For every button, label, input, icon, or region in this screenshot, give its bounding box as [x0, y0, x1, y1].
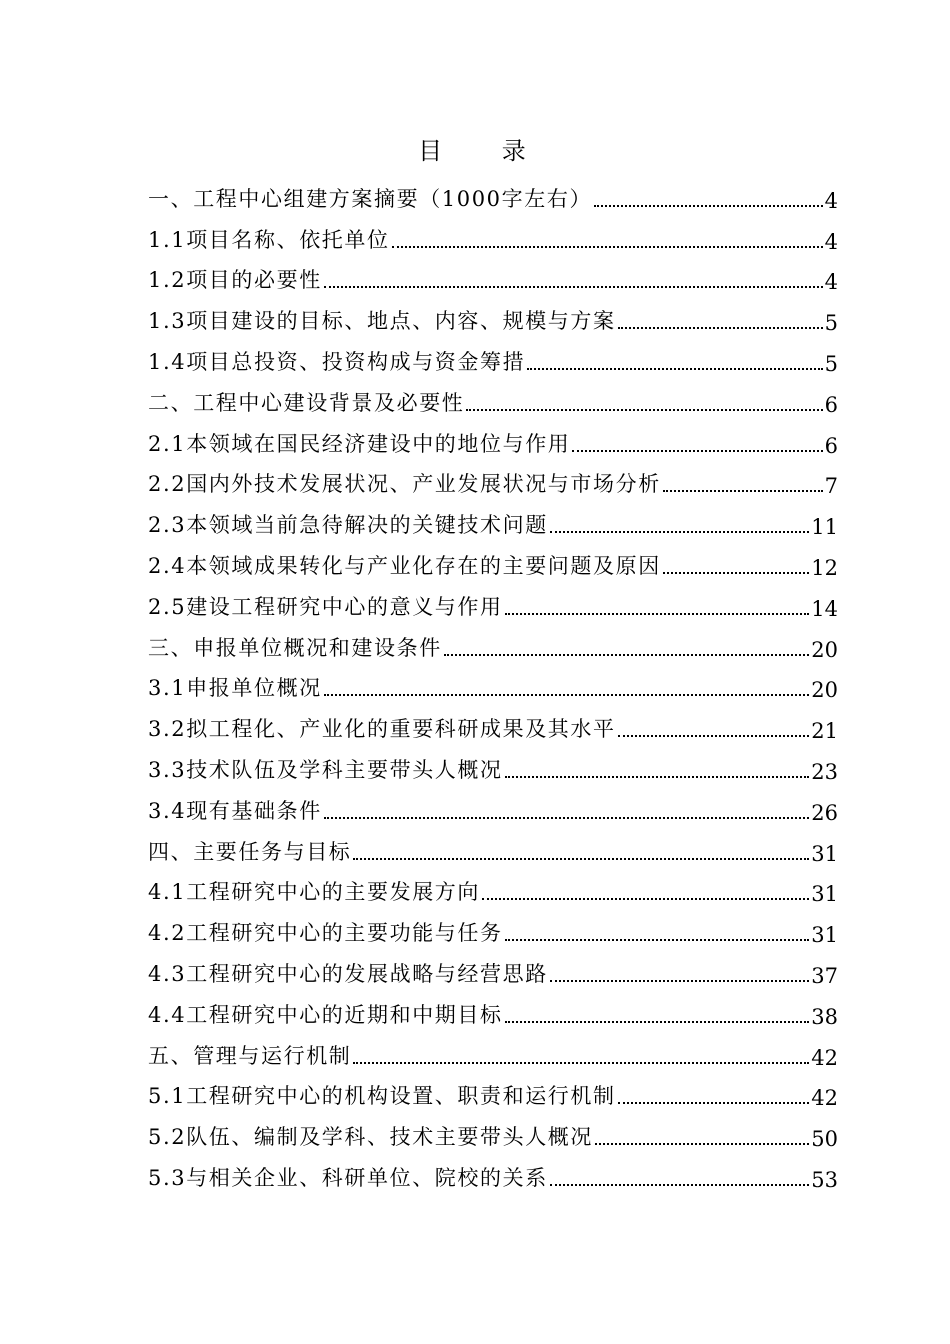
toc-page-number: 38	[811, 1004, 838, 1029]
dot-leader	[505, 613, 810, 615]
toc-entry[interactable]	[148, 335, 838, 376]
toc-page-number: 20	[811, 678, 838, 703]
dot-leader	[572, 450, 822, 452]
toc-page-number: 53	[811, 1167, 838, 1192]
toc-entry-label: 4.2工程研究中心的主要功能与任务	[148, 921, 503, 946]
toc-entry[interactable]	[148, 866, 838, 907]
toc-page-number: 4	[824, 188, 838, 213]
toc-entry[interactable]	[148, 743, 838, 784]
toc-entry[interactable]	[148, 498, 838, 539]
toc-page-number: 11	[811, 515, 838, 540]
toc-page-number: 5	[824, 351, 838, 376]
toc-title: 目 录	[418, 137, 552, 165]
toc-entry[interactable]	[148, 825, 838, 866]
toc-entry[interactable]	[148, 213, 838, 254]
toc-page-number: 50	[811, 1127, 838, 1152]
toc-entry[interactable]	[148, 294, 838, 335]
toc-entry-label: 二、工程中心建设背景及必要性	[148, 390, 465, 415]
toc-entry[interactable]	[148, 580, 838, 621]
toc-entry-label: 2.1本领域在国民经济建设中的地位与作用	[148, 431, 571, 456]
toc-page-number: 26	[811, 800, 838, 825]
toc-entry-label: 三、申报单位概况和建设条件	[148, 635, 442, 660]
dot-leader	[550, 1184, 809, 1186]
toc-page-number: 31	[811, 923, 838, 948]
dot-leader	[482, 898, 809, 900]
toc-entry[interactable]	[148, 947, 838, 988]
toc-entry[interactable]	[148, 784, 838, 825]
toc-entry[interactable]	[148, 1151, 838, 1192]
toc-entry-label: 1.1项目名称、依托单位	[148, 227, 390, 252]
toc-entry[interactable]	[148, 376, 838, 417]
toc-entry-label: 4.4工程研究中心的近期和中期目标	[148, 1002, 503, 1027]
toc-entry[interactable]	[148, 1110, 838, 1151]
toc-entry-label: 3.4现有基础条件	[148, 798, 322, 823]
toc-entry[interactable]	[148, 417, 838, 458]
toc-page-number: 12	[811, 555, 838, 580]
toc-entry[interactable]	[148, 662, 838, 703]
toc-entry[interactable]	[148, 1070, 838, 1111]
dot-leader	[353, 858, 809, 860]
toc-page-number: 4	[824, 270, 838, 295]
toc-page-number: 5	[824, 311, 838, 336]
dot-leader	[663, 572, 809, 574]
toc-entry-label: 五、管理与运行机制	[148, 1043, 352, 1068]
dot-leader	[550, 531, 809, 533]
toc-entry-label: 1.4项目总投资、投资构成与资金筹措	[148, 349, 526, 374]
toc-entry-label: 2.4本领域成果转化与产业化存在的主要问题及原因	[148, 553, 661, 578]
toc-entry-label: 2.5建设工程研究中心的意义与作用	[148, 594, 503, 619]
toc-page-number: 42	[811, 1086, 838, 1111]
toc-page-number: 14	[811, 596, 838, 621]
toc-entry[interactable]	[148, 988, 838, 1029]
toc-page-number: 42	[811, 1045, 838, 1070]
toc-page-number: 21	[811, 719, 838, 744]
toc-entry-label: 2.2国内外技术发展状况、产业发展状况与市场分析	[148, 472, 661, 497]
toc-entry-label: 4.3工程研究中心的发展战略与经营思路	[148, 961, 548, 986]
dot-leader	[353, 1062, 809, 1064]
toc-entry[interactable]	[148, 621, 838, 662]
dot-leader	[444, 654, 809, 656]
toc-entry-label: 2.3本领域当前急待解决的关键技术问题	[148, 513, 548, 538]
dot-leader	[466, 409, 822, 411]
toc-entry-label: 5.1工程研究中心的机构设置、职责和运行机制	[148, 1084, 616, 1109]
dot-leader	[527, 368, 822, 370]
toc-entry-label: 5.2队伍、编制及学科、技术主要带头人概况	[148, 1125, 593, 1150]
toc-page-number: 4	[824, 229, 838, 254]
dot-leader	[324, 817, 809, 819]
toc-page-number: 6	[824, 433, 838, 458]
toc-page-number: 7	[824, 474, 838, 499]
dot-leader	[595, 1143, 809, 1145]
dot-leader	[550, 980, 809, 982]
dot-leader	[324, 286, 823, 288]
dot-leader	[505, 939, 810, 941]
dot-leader	[618, 327, 823, 329]
toc-entry[interactable]	[148, 702, 838, 743]
toc-page-number: 37	[811, 963, 838, 988]
toc-entry-label: 3.2拟工程化、产业化的重要科研成果及其水平	[148, 717, 616, 742]
toc-entry-label: 1.3项目建设的目标、地点、内容、规模与方案	[148, 309, 616, 334]
toc-page-number: 23	[811, 759, 838, 784]
toc-entry-label: 3.1申报单位概况	[148, 676, 322, 701]
toc-entry-label: 1.2项目的必要性	[148, 268, 322, 293]
dot-leader	[392, 246, 823, 248]
toc-page-number: 31	[811, 841, 838, 866]
toc-entry[interactable]	[148, 458, 838, 499]
dot-leader	[594, 205, 823, 207]
dot-leader	[663, 490, 823, 492]
toc-entry[interactable]	[148, 254, 838, 295]
toc-entry-label: 四、主要任务与目标	[148, 839, 352, 864]
toc-entry-label: 3.3技术队伍及学科主要带头人概况	[148, 757, 503, 782]
dot-leader	[324, 694, 809, 696]
toc-entry-label: 4.1工程研究中心的主要发展方向	[148, 880, 480, 905]
toc-entry[interactable]	[148, 906, 838, 947]
dot-leader	[618, 735, 810, 737]
toc-page-number: 31	[811, 882, 838, 907]
dot-leader	[505, 776, 810, 778]
toc-entry-label: 一、工程中心组建方案摘要（1000字左右）	[148, 186, 593, 211]
toc-entry[interactable]	[148, 539, 838, 580]
toc-page-number: 6	[824, 392, 838, 417]
table-of-contents	[148, 172, 838, 1192]
toc-page-number: 20	[811, 637, 838, 662]
dot-leader	[505, 1021, 810, 1023]
toc-entry[interactable]	[148, 172, 838, 213]
toc-entry[interactable]	[148, 1029, 838, 1070]
dot-leader	[618, 1102, 810, 1104]
toc-entry-label: 5.3与相关企业、科研单位、院校的关系	[148, 1165, 548, 1190]
